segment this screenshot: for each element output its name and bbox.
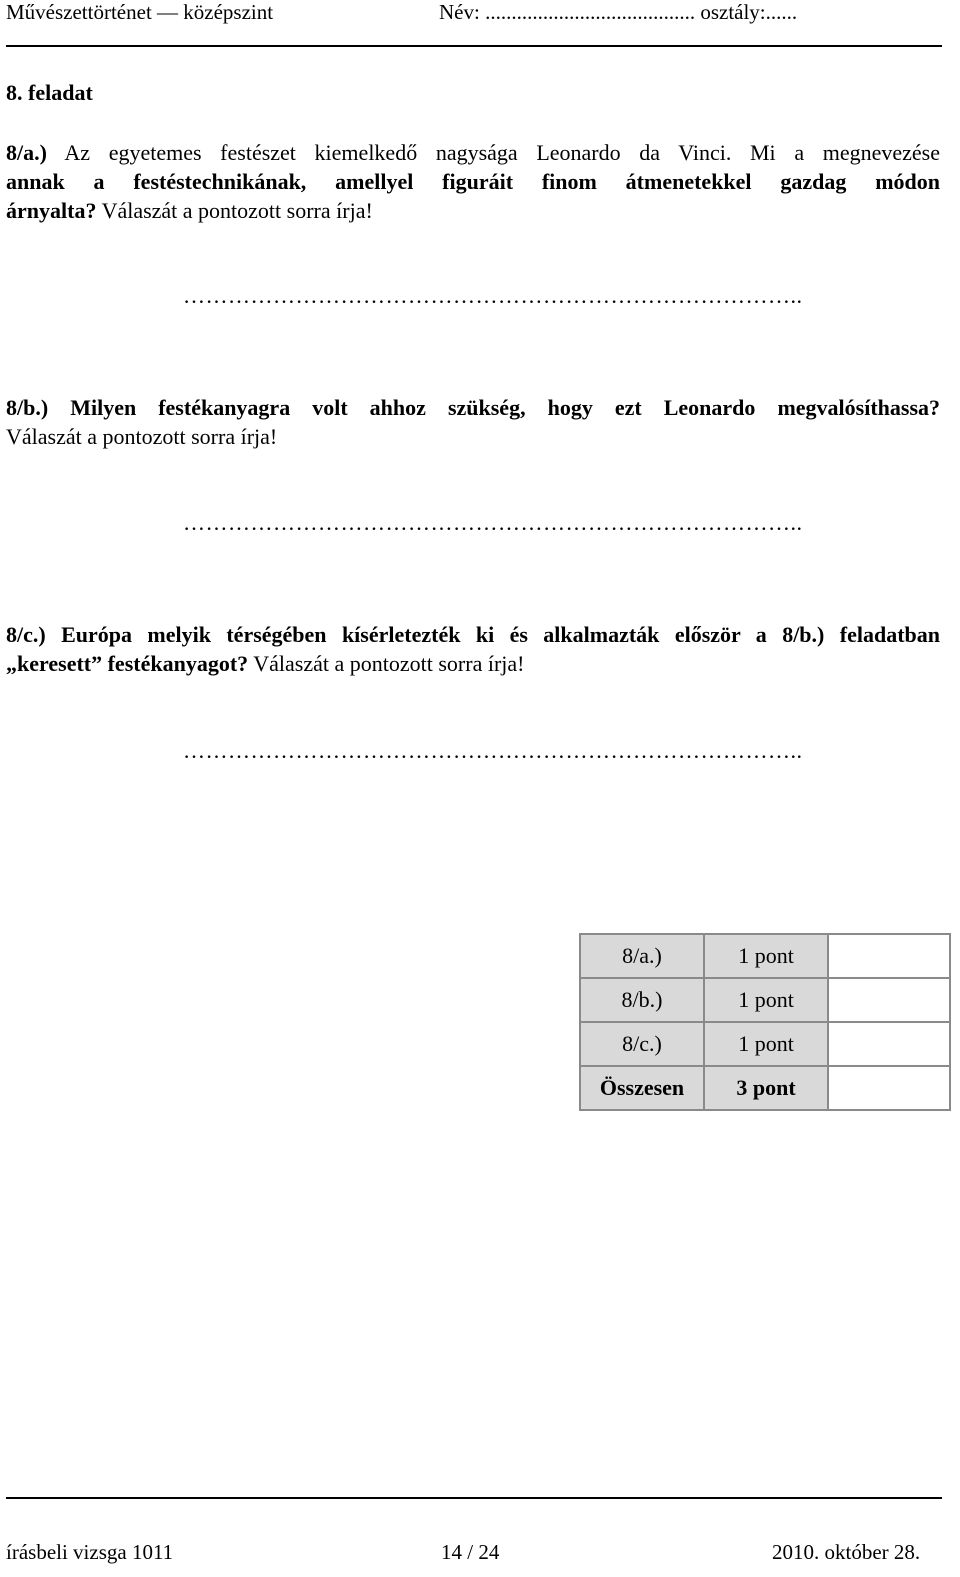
question-8c-line1: 8/c.) Európa melyik térségében kísérletezték ki és alkalmazták először a 8/b.) feladatban (6, 622, 940, 647)
exam-code: írásbeli vizsga 1011 (6, 1540, 174, 1564)
page-number: 14 / 24 (441, 1540, 500, 1564)
question-8a-line3: árnyalta? (6, 198, 97, 223)
question-8c (6, 620, 940, 678)
task-title: 8. feladat (6, 80, 93, 105)
score-row (580, 1022, 950, 1066)
footer-divider (6, 1497, 942, 1499)
score-points: 1 pont (704, 934, 828, 978)
score-points: 1 pont (704, 978, 828, 1022)
page-header (0, 0, 960, 30)
score-item: 8/b.) (580, 978, 704, 1022)
header-divider (6, 45, 942, 47)
score-item: 8/c.) (580, 1022, 704, 1066)
question-8a-instruction: Válaszát a pontozott sorra írja! (101, 198, 373, 223)
question-8a-line2: annak a festéstechnikának, amellyel figuráit finom átmenetekkel gazdag módon (6, 169, 940, 194)
question-8b (6, 393, 940, 451)
score-earned-cell[interactable] (828, 1022, 950, 1066)
question-8a-line1: Az egyetemes festészet kiemelkedő nagysága Leonardo da Vinci. Mi a megnevezése (64, 140, 940, 165)
answer-line-8b[interactable]: ……………………………………………………………………….. (183, 510, 803, 535)
question-8a-label: 8/a.) (6, 140, 47, 165)
score-total-row (580, 1066, 950, 1110)
score-points: 1 pont (704, 1022, 828, 1066)
subject-title: Művészettörténet — középszint (6, 0, 274, 24)
question-8c-line2: „keresett” festékanyagot? (6, 651, 249, 676)
score-earned-cell[interactable] (828, 978, 950, 1022)
score-total-points: 3 pont (704, 1066, 828, 1110)
score-item: 8/a.) (580, 934, 704, 978)
question-8c-instruction: Válaszát a pontozott sorra írja! (253, 651, 525, 676)
exam-date: 2010. október 28. (772, 1540, 921, 1564)
score-total-earned-cell[interactable] (828, 1066, 950, 1110)
score-earned-cell[interactable] (828, 934, 950, 978)
question-8b-instruction: Válaszát a pontozott sorra írja! (6, 424, 278, 449)
answer-line-8c[interactable]: ……………………………………………………………………….. (183, 738, 803, 763)
answer-line-8a[interactable]: ……………………………………………………………………….. (183, 283, 803, 308)
name-class-field: Név: ........................................ osztály:...... (439, 0, 798, 24)
score-table (579, 933, 951, 1111)
question-8b-line1: 8/b.) Milyen festékanyagra volt ahhoz szükség, hogy ezt Leonardo megvalósíthassa? (6, 395, 940, 420)
score-row (580, 978, 950, 1022)
score-total-label: Összesen (580, 1066, 704, 1110)
question-8a (6, 138, 940, 225)
score-row (580, 934, 950, 978)
